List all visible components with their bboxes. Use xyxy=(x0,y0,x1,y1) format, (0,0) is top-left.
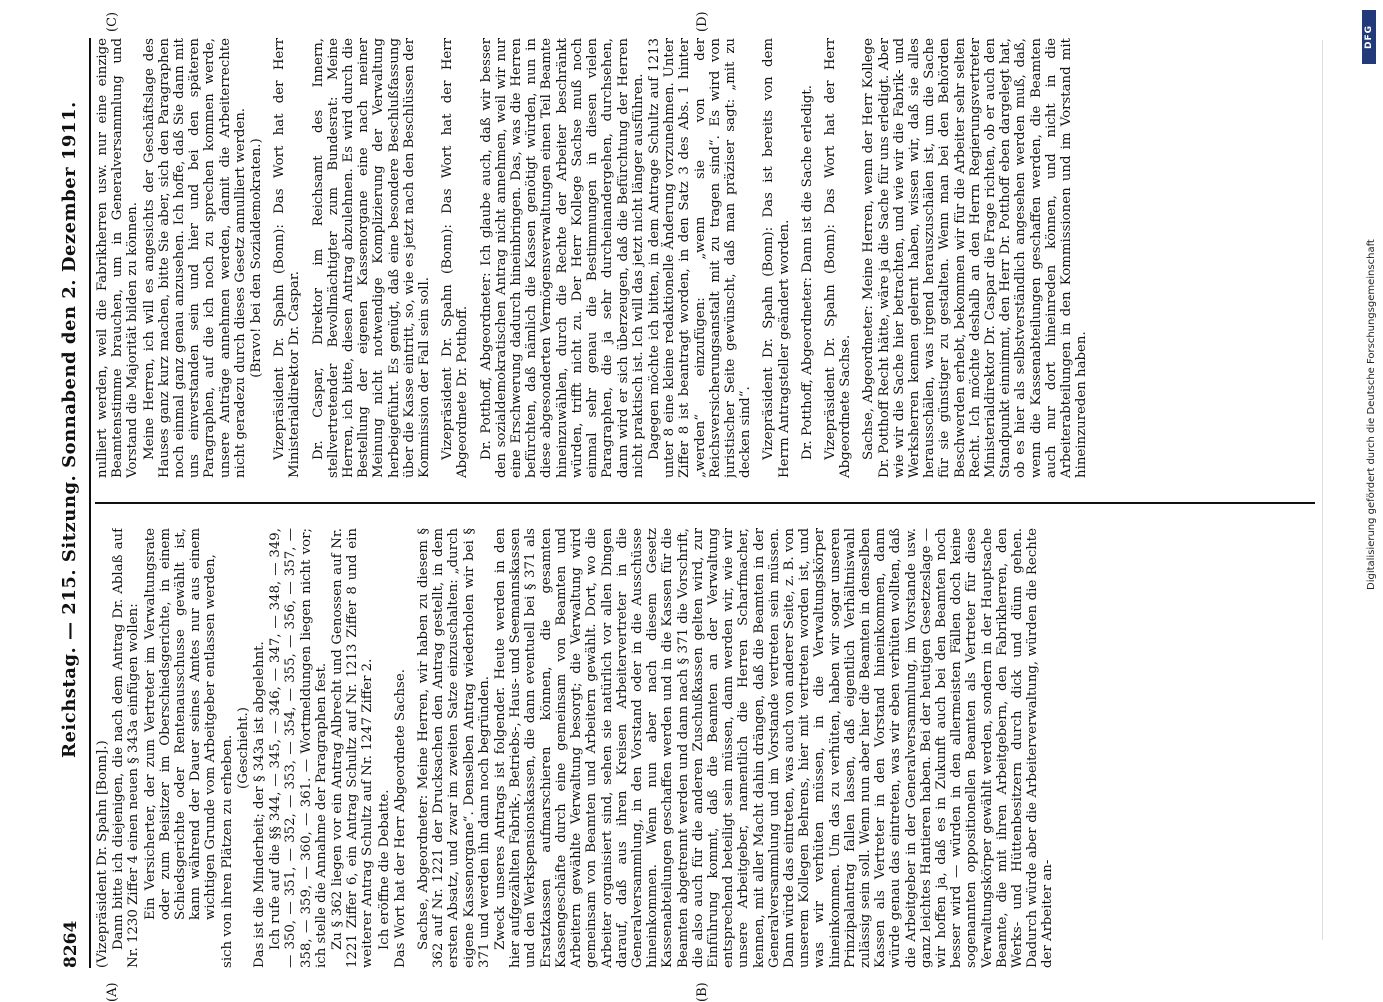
paragraph: Meine Herren, ich will es angesichts der Geschäftslage des Hauses ganz kurz machen, bitte Sie aber, sich den Paragraphen noch einmal ganz genau anzusehen. Ich hoffe, daß Sie dann mit uns einverstanden sein und hier und bei den späteren Paragraphen, auf die ich noch zu sprechen kommen werde, unsere Anträge annehmen werden, damit die Arbeiterrechte nicht geradezu durch dieses Gesetz annulliert werden. xyxy=(141,38,248,478)
paragraph: Dann bitte ich diejenigen, die nach dem Antrag Dr. Ablaß auf Nr. 1230 Ziffer 4 einen neuen § 343a einfügen wollen: xyxy=(111,528,142,968)
paragraph: Dr. Potthoff, Abgeordneter: Dann ist die Sache erledigt. xyxy=(799,85,815,460)
paragraph: Zu § 362 liegen vor ein Antrag Albrecht und Genossen auf Nr. 1221 Ziffer 6, ein Antrag Schultz auf Nr. 1213 Ziffer 8 und ein weiterer Antrag Schultz auf Nr. 1247 Ziffer 2. xyxy=(330,528,376,968)
paragraph: Zweck unseres Antrags ist folgender. Heute werden in den hier aufgezählten Fabrik-, Betriebs-, Haus- und Seemannskassen und den Werkspensionskassen, die dann eventuell bei § 371 als Ersatzkassen aufmarschieren können, die gesamten Kassengeschäfte durch eine gemeinsam von Beamten und Arbeitern gewählte Verwaltung besorgt; die Verwaltung wird gemeinsam von Beamten und Arbeitern gewählt. Dort, wo die Arbeiter organisiert sind, sehen sie natürlich vor allen Dingen darauf, daß aus ihren Kreisen Arbeitervertreter in die Generalversammlung, in den Vorstand oder in die Ausschüsse hineinkommen. Wenn nun aber nach diesem Gesetz Kassenabteilungen geschaffen werden und in die Kassen für die Beamten abgetrennt werden und dann nach § 371 die Vorschrift, die also auch für die anderen Zuschußkassen gelten wird, zur Einführung kommt, daß die Beamten an der Verwaltung entsprechend beteiligt sein müssen, dann werden wir, wie wir unsere Arbeitgeber, namentlich die Herren Scharfmacher, kennen, mit aller Macht dahin drängen, daß die Beamten in der Generalversammlung und im Vorstande vertreten sein müssen. Dann würde das eintreten, was auch von anderer Seite, z. B. von unserem Kollegen Behrens, hier mit vertreten worden ist, und was wir verhüten müssen, in die Verwaltungskörper hineinkommen. Um das zu verhüten, haben wir sogar unseren Prinzipalantrag fallen lassen, daß eigentlich Verhältniswahl zulässig sein soll. Wenn nun aber hier die Beamten in denselben Kassen als Vertreter in den Vorstand hineinkommen, dann würde genau das eintreten, was wir eben verhüten wollten, daß die Arbeitgeber in der Generalversammlung, im Vorstande usw. ganz leichtes Hantieren haben. Bei der heutigen Gesetzeslage — wir hoffen ja, daß es in Zukunft auch bei den Beamten noch besser wird — würden in den allermeisten Fällen doch keine sogenannten oppositionellen Beamten als Vertreter für diese Verwaltungskörper gewählt werden, sondern in der Hauptsache Beamte, die mit ihren Arbeitgebern, den Fabrikherren, den Werks- und Hüttenbesitzern durch dick und dünn gehen. Dadurch würde aber die Arbeiterverwaltung, würden die Rechte der Arbeiter an- xyxy=(493,528,1056,968)
right-column xyxy=(95,38,1335,478)
paragraph: Dagegen möchte ich bitten, in dem Antrage Schultz auf 1213 unter 8 eine kleine redaktionelle Änderung vorzunehmen. Unter Ziffer 8 ist beantragt worden, in den Satz 3 des Abs. 1 hinter „werden“ einzufügen: „wenn sie von der Reichsversicherungsanstalt mit zu tragen sind“. Es wird von juristischer Seite gewünscht, daß man präziser sagt: „mit zu decken sind“. xyxy=(646,38,754,478)
paragraph: (Bravo! bei den Sozialdemokraten.) xyxy=(249,138,265,378)
paragraph: Vizepräsident Dr. Spahn (Bonn): Das Wort hat der Herr Abgeordnete Sachse. xyxy=(822,38,854,478)
rotated-page xyxy=(55,11,1355,1002)
paragraph: Ich eröffne die Debatte. xyxy=(376,789,392,950)
margin-marker-a: (A) xyxy=(105,982,120,1002)
paragraph: sich von ihren Plätzen zu erheben. xyxy=(219,734,235,968)
paragraph: Vizepräsident Dr. Spahn (Bonn): Das Wort hat der Herr Ministerialdirektor Dr. Caspar. xyxy=(272,38,303,478)
dfg-logo: DFG xyxy=(1362,10,1376,64)
paragraph: Sachse, Abgeordneter: Meine Herren, wenn der Herr Kollege Dr. Potthoff Recht hätte, wäre ja die Sache für uns erledigt. Aber wie wir die Sache hier betrachten, und wie wir die Fabrik- und Werksherren kennen gelernt haben, wissen wir, daß sie alles herausschälen, was irgend herauszuschälen ist, um die Sache für sie günstiger zu gestalten. Wenn man bei den Behörden Beschwerden erhebt, bekommen wir für die Arbeiter sehr selten Recht. Ich möchte deshalb an den Herrn Regierungsvertreter Ministerialdirektor Dr. Caspar die Frage richten, ob er auch den Standpunkt einnimmt, den Herr Dr. Potthoff eben dargelegt hat, ob es hier als selbstverständlich angesehen werden muß, daß, wenn die Kassenabteilungen geschaffen werden, die Beamten auch nur dort hineinreden können, und nicht in die Arbeiterabteilungen in den Kommissionen und im Vorstand mit hineinzureden haben. xyxy=(861,38,1090,478)
paragraph: Vizepräsident Dr. Spahn (Bonn): Das ist bereits von dem Herrn Antragsteller geändert worden. xyxy=(761,38,792,478)
paragraph: (Geschieht.) xyxy=(235,707,251,789)
paragraph: Dr. Potthoff, Abgeordneter: Ich glaube auch, daß wir besser den sozialdemokratischen Antrag nicht annehmen, weil wir nur eine Erschwerung dadurch hineinbringen. Das, was die Herren befürchten, daß nämlich die Kassen genötigt würden, nun in diese abgesonderten Vermögensverwaltungen einen Teil Beamte hineinzuwählen, durch die Rechte der Arbeiter beschränkt würden, trifft nicht zu. Der Herr Kollege Sachse muß noch einmal sehr genau die Bestimmungen in diesen vielen Paragraphen, die ja sehr durcheinandergehen, durchsehen, dann wird er sich überzeugen, daß die Befürchtung der Herren nicht praktisch ist. Ich will das jetzt nicht länger ausführen. xyxy=(478,38,646,478)
digitization-credit: Digitalisierung gefördert durch die Deutsche Forschungsgemeinschaft xyxy=(1366,239,1377,590)
paragraph: nulliert werden, weil die Fabrikherren usw. nur eine einzige Beamtenstimme brauchen, um in Generalversammlung und Vorstand die Majorität bilden zu können. xyxy=(95,38,141,478)
paragraph: Dr. Caspar, Direktor im Reichsamt des Innern, stellvertretender Bevollmächtigter zum Bundesrat: Meine Herren, ich bitte, diesen Antrag abzulehnen. Es wird durch die Bestellung der eigenen Kassenorgane eine nach meiner Meinung nicht notwendige Komplizierung der Verwaltung herbeigeführt. Es genügt, daß eine besondere Beschlußfassung über die Kasse eintritt, so, wie es jetzt nach den Beschlüssen der Kommission der Fall sein soll. xyxy=(310,38,433,478)
margin-marker-c: (C) xyxy=(105,11,120,32)
running-title: Reichstag. — 215. Sitzung. Sonnabend den 2. Dezember 1911. xyxy=(59,101,80,758)
left-column xyxy=(95,528,1335,968)
page-number: 8264 xyxy=(61,920,81,968)
page-header xyxy=(55,38,91,968)
paragraph: Ein Versicherter, der zum Vertreter im Verwaltungsrate oder zum Beisitzer im Oberschiedsgerichte, in einem Schiedsgerichte oder Rentenausschusse gewählt ist, kann während der Dauer seines Amtes nur aus einem wichtigen Grunde vom Arbeitgeber entlassen werden, xyxy=(142,528,219,920)
paragraph: Das ist die Minderheit; der § 343a ist abgelehnt. xyxy=(252,641,268,968)
paragraph: (Vizepräsident Dr. Spahn [Bonn].) xyxy=(95,740,110,968)
paragraph: Ich rufe auf die §§ 344, — 345, — 346, — 347, — 348, — 349, — 350, — 351, — 352, — 353, — 354, — 355, — 356, — 357, — 358, — 359, — 360, — 361. — Wortmeldungen liegen nicht vor; ich stelle die Annahme der Paragraphen fest. xyxy=(268,528,329,968)
margin-marker-b: (B) xyxy=(695,982,710,1002)
paragraph: Das Wort hat der Herr Abgeordnete Sachse. xyxy=(392,669,408,968)
paragraph: Vizepräsident Dr. Spahn (Bonn): Das Wort hat der Herr Abgeordnete Dr. Potthoff. xyxy=(440,38,471,478)
paragraph: Sachse, Abgeordneter: Meine Herren, wir haben zu diesem § 362 auf Nr. 1221 der Drucksachen den Antrag gestellt, in dem ersten Absatz, und zwar im zweiten Satze einzuschalten: „durch eigene Kassenorgane“. Denselben Antrag wiederholen wir bei § 371 und werden ihn dann noch begründen. xyxy=(416,528,492,968)
margin-marker-d: (D) xyxy=(695,11,710,32)
column-rule xyxy=(95,502,1315,504)
